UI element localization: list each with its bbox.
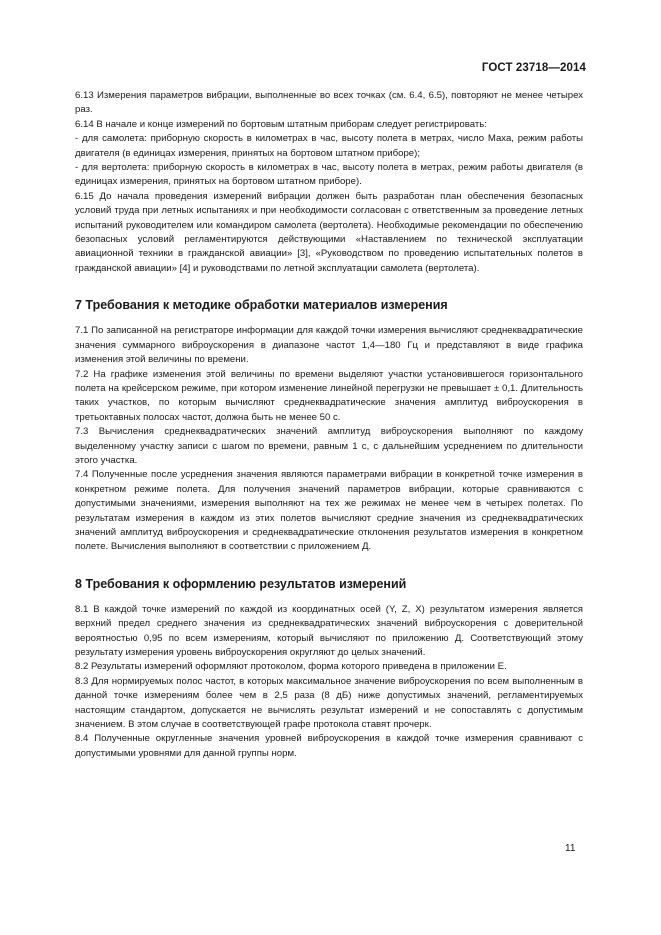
- paragraph-7-4: 7.4 Полученные после усреднения значения являются параметрами вибрации в конкретной точке измерения в конкретном режиме полета. Для получения значений параметров вибрации, которые сравниваются с допустимыми значениями, измерения выполняют на тех же режимах не менее чем в четырех полетах. По результатам измерения в каждом из этих полетов вычисляют средние значения из среднеквадратических значений амплитуд виброускорения и среднеквадратические отклонения результатов измерения в конкретном полете. Вычисления выполняют в соответствии с приложением Д.: [75, 469, 583, 553]
- paragraph-6-15: 6.15 До начала проведения измерений вибрации должен быть разработан план обеспечения безопасных условий труда при летных испытаниях и при необходимости согласован с ответственным за проведение летных испытаний руководителем или командиром самолета (вертолета). Необходимые рекомендации по обеспечению безопасных условий регламентируются действующими «Наставлением по технической эксплуатации авиационной техники в гражданской авиации» [3], «Руководством по проведению испытательных полетов в гражданской авиации» [4] и руководствами по летной эксплуатации самолета (вертолета).: [75, 190, 583, 274]
- paragraph-6-14: 6.14 В начале и конце измерений по бортовым штатным приборам следует регистрировать:: [75, 118, 487, 130]
- section-8-title: 8 Требования к оформлению результатов измерений: [75, 576, 407, 591]
- paragraph-8-1: 8.1 В каждой точке измерений по каждой из координатных осей (Y, Z, X) результатом измерения является верхний предел среднего значения из среднеквадратических значений виброускорения с доверительной вероятностью 0,95 по всем измерениям, который вычисляют по приложению Д. Соответствующий этому результату измерения уровень виброускорения округляют до целых значений.: [75, 603, 583, 658]
- paragraph-7-1: 7.1 По записанной на регистраторе информации для каждой точки измерения вычисляют среднеквадратические значения суммарного виброускорения в диапазоне частот 1,4—180 Гц и представляют в виде графика изменения этой величины по времени.: [75, 325, 583, 366]
- list-item-helicopter: - для вертолета: приборную скорость в километрах в час, высоту полета в метрах, режим работы двигателя (в единицах измерения, принятых на бортовом штатном приборе).: [75, 162, 583, 188]
- paragraph-8-2: 8.2 Результаты измерений оформляют протоколом, форма которого приведена в приложении Е.: [75, 661, 507, 673]
- section-7-title: 7 Требования к методике обработки материалов измерения: [75, 298, 448, 313]
- paragraph-7-2: 7.2 На графике изменения этой величины по времени выделяют участки установившегося горизонтального полета на крейсерском режиме, при котором изменение линейной перегрузки не превышает ± 0,1. Длительность таких участков, по которым вычисляют среднеквадратические значения амплитуд виброускорения в третьоктавных полосах частот, должна быть не менее 50 с.: [75, 368, 583, 423]
- paragraph-8-3: 8.3 Для нормируемых полос частот, в которых максимальное значение виброускорения по всем выполненным в данной точке измерениям более чем в 2,5 раза (8 дБ) ниже допустимых значений, регламентируемых настоящим стандартом, допускается не вычислять результат измерений и не сопоставлять с допустимым значением. В этом случае в соответствующей графе протокола ставят прочерк.: [75, 675, 583, 731]
- paragraph-6-13: 6.13 Измерения параметров вибрации, выполненные во всех точках (см. 6.4, 6.5), повторяют не менее четырех раз.: [75, 90, 583, 116]
- paragraph-8-4: 8.4 Полученные округленные значения уровней виброускорения в каждой точке измерения сравнивают с допустимыми уровнями для данной группы норм.: [75, 733, 583, 759]
- page-body: [75, 89, 583, 761]
- page-number: 11: [565, 843, 576, 854]
- standard-id: ГОСТ 23718—2014: [481, 62, 586, 74]
- paragraph-7-3: 7.3 Вычисления среднеквадратических значений амплитуд виброускорения выполняют по каждому выделенному участку записи с шагом по времени, равным 1 с, с дальнейшим усреднением по длительности этого участка.: [75, 426, 583, 466]
- list-item-airplane: - для самолета: приборную скорость в километрах в час, высоту полета в метрах, число Маха, режим работы двигателя (в единицах измерения, принятых на бортовом штатном приборе);: [75, 133, 583, 159]
